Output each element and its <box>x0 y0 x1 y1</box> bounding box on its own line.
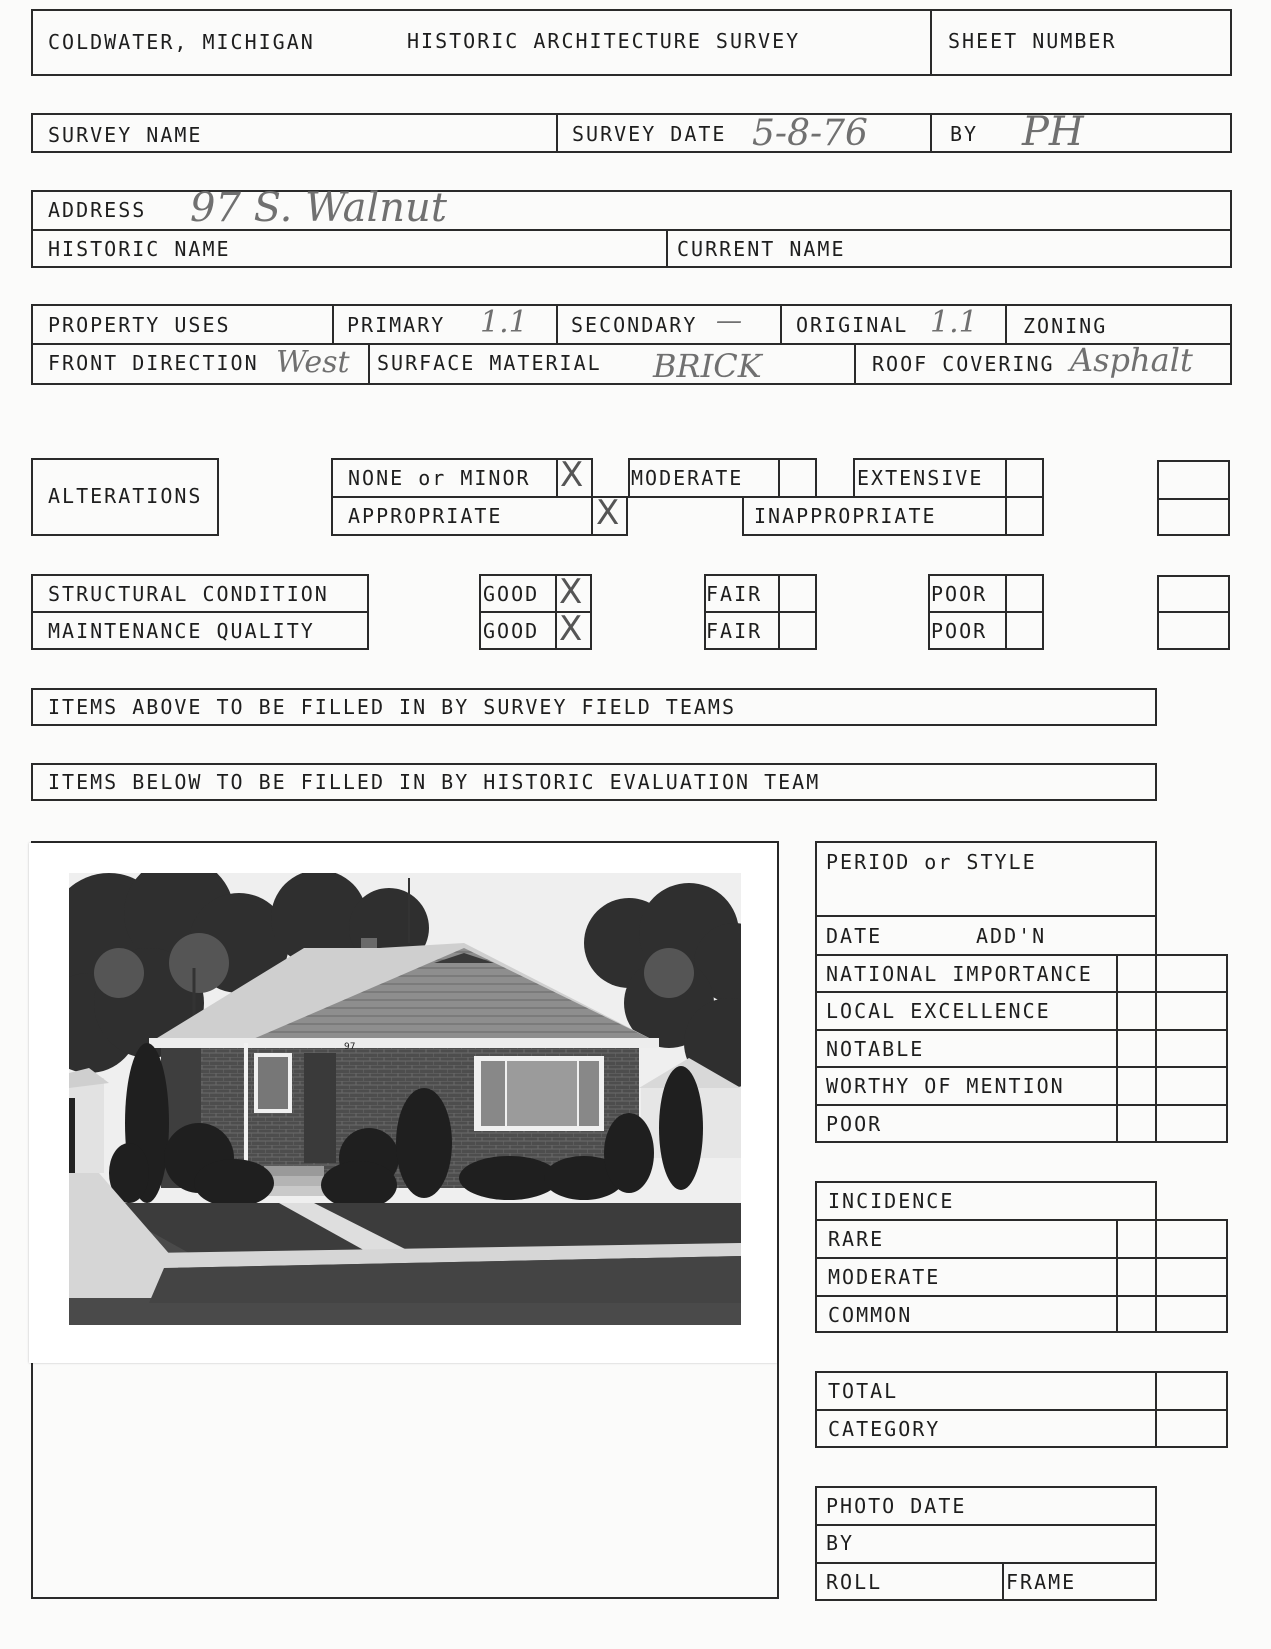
name-divider <box>666 229 668 268</box>
maintenance-good-check[interactable]: X <box>559 609 583 649</box>
current-name-label: CURRENT NAME <box>677 237 846 261</box>
secondary-label: SECONDARY <box>571 313 698 337</box>
local-excellence-label: LOCAL EXCELLENCE <box>826 999 1051 1023</box>
photo-by-label: BY <box>826 1531 855 1555</box>
good-label-structural: GOOD <box>483 582 540 606</box>
field-teams-note: ITEMS ABOVE TO BE FILLED IN BY SURVEY FIELD TEAMS <box>48 695 737 719</box>
survey-date-label: SURVEY DATE <box>572 122 727 146</box>
city-label: COLDWATER, MICHIGAN <box>48 30 315 54</box>
worthy-of-mention-label: WORTHY OF MENTION <box>826 1074 1065 1098</box>
fair-label-structural: FAIR <box>706 582 763 606</box>
common-label: COMMON <box>828 1303 913 1327</box>
none-minor-check[interactable]: X <box>560 455 584 495</box>
original-value: 1.1 <box>930 305 978 340</box>
photo-info-divider-2 <box>815 1562 1157 1564</box>
property-col-5 <box>368 343 370 385</box>
primary-value: 1.1 <box>480 305 528 340</box>
evaluation-team-note: ITEMS BELOW TO BE FILLED IN BY HISTORIC EVALUATION TEAM <box>48 770 821 794</box>
property-col-2 <box>556 304 558 343</box>
roll-label: ROLL <box>826 1570 883 1594</box>
property-uses-label: PROPERTY USES <box>48 313 231 337</box>
structural-good-check[interactable]: X <box>559 572 583 612</box>
sheet-number-label: SHEET NUMBER <box>948 29 1117 53</box>
surface-material-value: BRICK <box>653 347 762 385</box>
good-label-maintenance: GOOD <box>483 619 540 643</box>
category-label: CATEGORY <box>828 1417 941 1441</box>
photo-date-label: PHOTO DATE <box>826 1494 967 1518</box>
addn-label: ADD'N <box>976 924 1047 948</box>
fair-divider <box>704 611 817 613</box>
eval-divider-1 <box>815 915 1157 917</box>
good-check-divider <box>555 574 557 650</box>
condition-score-divider <box>1157 611 1230 613</box>
property-col-3 <box>780 304 782 343</box>
poor-divider <box>928 611 1044 613</box>
original-label: ORIGINAL <box>796 313 909 337</box>
house-photo <box>69 873 741 1325</box>
poor-label-structural: POOR <box>931 582 988 606</box>
survey-by-label: BY <box>950 122 979 146</box>
condition-label-divider <box>31 611 369 613</box>
notable-label: NOTABLE <box>826 1037 925 1061</box>
header-divider <box>930 9 932 76</box>
period-style-label: PERIOD or STYLE <box>826 850 1037 874</box>
historic-name-label: HISTORIC NAME <box>48 237 231 261</box>
maintenance-quality-label: MAINTENANCE QUALITY <box>48 619 315 643</box>
secondary-value: — <box>716 306 742 336</box>
alterations-score-divider <box>1157 498 1230 500</box>
national-importance-label: NATIONAL IMPORTANCE <box>826 962 1093 986</box>
house-number: 97 <box>344 1042 356 1052</box>
address-label: ADDRESS <box>48 198 147 222</box>
roof-covering-label: ROOF COVERING <box>872 352 1055 376</box>
photo-card <box>29 843 777 1363</box>
poor-check-divider <box>1005 574 1007 650</box>
property-col-4 <box>1005 304 1007 343</box>
front-direction-label: FRONT DIRECTION <box>48 351 259 375</box>
property-col-1 <box>332 304 334 343</box>
fair-check-divider <box>778 574 780 650</box>
rare-label: RARE <box>828 1227 885 1251</box>
structural-condition-label: STRUCTURAL CONDITION <box>48 582 329 606</box>
alterations-label: ALTERATIONS <box>48 484 203 508</box>
moderate-label: MODERATE <box>631 466 744 490</box>
inappropriate-check-divider <box>1005 496 1007 536</box>
survey-name-label: SURVEY NAME <box>48 123 203 147</box>
roll-frame-divider <box>1002 1562 1004 1601</box>
survey-divider-1 <box>556 113 558 153</box>
date-label: DATE <box>826 924 883 948</box>
appropriate-check[interactable]: X <box>596 493 620 533</box>
property-divider <box>31 343 1232 345</box>
moderate-incidence-label: MODERATE <box>828 1265 941 1289</box>
extensive-label: EXTENSIVE <box>857 466 984 490</box>
survey-date-value: 5-8-76 <box>752 113 868 154</box>
poor-label-maintenance: POOR <box>931 619 988 643</box>
total-score-divider <box>1155 1371 1157 1448</box>
property-col-6 <box>854 343 856 385</box>
frame-label: FRAME <box>1006 1570 1077 1594</box>
appropriate-check-divider <box>591 496 593 536</box>
none-minor-check-divider <box>556 458 558 498</box>
incidence-label: INCIDENCE <box>828 1189 955 1213</box>
total-label: TOTAL <box>828 1379 899 1403</box>
moderate-check-divider <box>778 458 780 498</box>
poor-eval-label: POOR <box>826 1112 883 1136</box>
inappropriate-label: INAPPROPRIATE <box>754 504 937 528</box>
survey-divider-2 <box>930 113 932 153</box>
surface-material-label: SURFACE MATERIAL <box>377 351 602 375</box>
primary-label: PRIMARY <box>347 313 446 337</box>
incidence-score-column <box>1116 1219 1228 1333</box>
photo-info-divider-1 <box>815 1524 1157 1526</box>
none-minor-label: NONE or MINOR <box>348 466 531 490</box>
survey-title: HISTORIC ARCHITECTURE SURVEY <box>407 29 801 53</box>
front-direction-value: West <box>276 345 350 380</box>
zoning-label: ZONING <box>1023 314 1108 338</box>
eval-score-column <box>1116 954 1228 1143</box>
appropriate-label: APPROPRIATE <box>348 504 503 528</box>
extensive-check-divider <box>1005 458 1007 498</box>
roof-covering-value: Asphalt <box>1070 341 1193 379</box>
survey-by-value: PH <box>1022 109 1084 155</box>
address-value: 97 S. Walnut <box>190 185 447 231</box>
fair-label-maintenance: FAIR <box>706 619 763 643</box>
total-divider <box>815 1409 1228 1411</box>
